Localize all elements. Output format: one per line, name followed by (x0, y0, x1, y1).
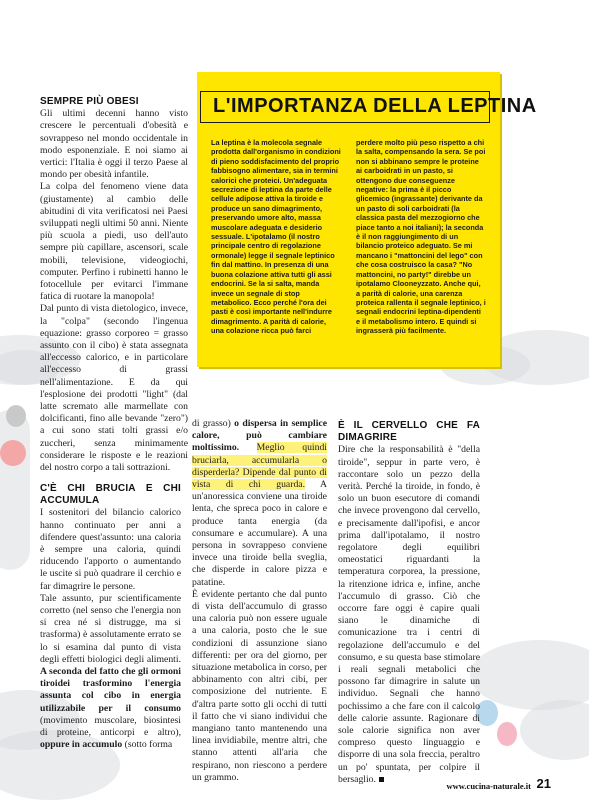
section-heading: È IL CERVELLO CHE FA DIMAGRIRE (338, 420, 480, 444)
left-column (40, 96, 188, 474)
paragraph: La colpa del fenomeno viene data (giustamente) al cambio delle abitudini di vita verificatosi nei Paesi sviluppati negli ultimi 50 anni. Niente più scuola a piedi, uso dell'auto sempre più capillare, ascensori, scale mobili, televisione, videogiochi, computer. Perfino i rubinetti hanno le fotocellule per evitarci l'immane fatica di ruotare la manopola! (40, 181, 188, 303)
paragraph: È evidente pertanto che dal punto di vista dell'accumulo di grasso una caloria può non essere uguale a una caloria, posto che le sue condizioni di assunzione siano differenti: per ora del giorno, per situazione metabolica in corso, per abbinamento con altri cibi, per composizione del nutriente. E d'altra parte sotto gli occhi di tutti il fatto che vi siano individui che mangiano tanto mantenendo una linea invidiabile, mentre altri, che stanno attenti all'aria che respirano, non riescono a perdere un grammo. (192, 588, 327, 783)
paragraph (192, 418, 327, 589)
paragraph-text: (sotto forma (122, 739, 173, 751)
highlighted-text: Meglio quindi bruciarla, accumularla o disperderla? Dipende dal punto di vista di chi guarda. (192, 442, 327, 491)
paragraph-text: A un'anoressica conviene una tiroide lenta, che spreca poco in calore e produce tanta energia (da consumare e accumulare). A una persona in sovrappeso conviene invece una tiroide bella sveglia, che disperde in calore pizza e patatine. (192, 479, 327, 588)
footer-url: www.cucina-naturale.it (446, 781, 531, 791)
balloon-decoration (6, 405, 26, 427)
paragraph (40, 593, 181, 752)
leptina-box-column-2: perdere molto più peso rispetto a chi la salta, compensando la sera. Se poi non si abbinano sempre le proteine ai carboidrati in un pasto, si ottengono due conseguenze negative: la prima è il picco glicemico (ingrassante) derivante da un pasto di soli carboidrati (la classica pasta del mezzogiorno che piace tanto a noi italiani); la seconda è il non raggiungimento di un bilancio proteico adeguato. Se mi mancano i "mattoncini del lego" con che cosa costruisco la casa? "No mattoncini, no party!" direbbe un ipotalamo Clooneyzzato. Anche qui, a parità di calorie, una carenza proteica rallenta il segnale leptinico, i segnali endocrini leptina-dipendenti e il metabolismo intero. E quindi si ingrasserà più facilmente. (356, 138, 486, 336)
paragraph: Dal punto di vista dietologico, invece, la "colpa" (secondo l'ingenua equazione: grasso corporeo = grasso assunto con il cibo) è stata assegnata all'eccesso calorico, e in particolare all'eccesso di grassi nell'alimentazione. E da qui l'esplosione dei prodotti "light" (dal latte scremato alle marmellate con dolcificanti, fino alle bevande "zero") a cui sono stati tolti grassi e/o zuccheri, senza minimamente considerare le risposte e le reazioni del nostro corpo a tali sottrazioni. (40, 303, 188, 474)
end-of-article-mark (379, 777, 384, 782)
paragraph: I sostenitori del bilancio calorico hanno continuato per anni a difendere quest'assunto: una caloria è sempre una caloria, quindi riducendo l'apporto o aumentando le uscite si può quadrare il cerchio e far dimagrire le persone. (40, 507, 181, 592)
bold-text: oppure in accumulo (40, 739, 123, 751)
leptina-box-title: L'IMPORTANZA DELLA LEPTINA (213, 95, 537, 117)
paragraph: Dire che la responsabilità è "della tiroide", seppur in parte vero, è raccontare solo un pezzo della verità. Perché la tiroide, in fondo, è solo un buon esecutore di comandi che invece provengono dal cervello, e precisamente dall'ipofisi, e ancor prima dall'ipotalamo, il nostro regolatore degli equilibri omeostatici riguardanti la temperatura corporea, la pressione, la ritenzione idrica e, infine, anche l'accumulo di grasso. Ciò che occorre fare oggi è capire quali siano le dinamiche di comunicazione tra i centri di regolazione dell'accumulo e del consumo, e su questa base stimolare i reali segnali metabolici che possono far dimagrire in salute un individuo. Segnali che hanno pochissimo a che fare con il calcolo delle calorie assunte. Ragionare di sole calorie significa non aver compreso questo linguaggio e disporre di una sola freccia, peraltro un po' spuntata, per colpire il bersaglio. (338, 444, 480, 785)
page-number: 21 (536, 776, 551, 791)
section-heading: SEMPRE PIÙ OBESI (40, 96, 139, 107)
leptina-box-title-frame (200, 91, 537, 123)
right-column (338, 420, 480, 786)
middle-column (192, 418, 327, 784)
section-heading: C'È CHI BRUCIA E CHI ACCUMULA (40, 483, 181, 507)
balloon-decoration (0, 440, 26, 466)
balloon-decoration (497, 722, 517, 746)
paragraph-text: di grasso) (192, 418, 235, 429)
bold-text: A seconda del fatto che gli ormoni tiroidei trasformino l'energia assunta col cibo in energia utilizzabile per il consumo (40, 666, 181, 714)
cloud-decoration (0, 410, 30, 570)
leptina-box-column-1: La leptina è la molecola segnale prodotta dall'organismo in condizioni di pieno soddisfacimento del proprio fabbisogno alimentare, sia in termini calorici che proteici. Un'adeguata secrezione di leptina da parte delle cellule adipose attiva la tiroide e produce un sano dimagrimento, preservando umore alto, massa muscolare adeguata e desiderio sessuale. L'ipotalamo (il nostro principale centro di regolazione ormonale) legge il segnale leptinico fin dal mattino. In presenza di una buona colazione attiva tutti gli assi endocrini. Se la si salta, manda invece un segnale di stop metabolico. Ecco perché l'ora dei pasti è così importante nell'indurre dimagrimento. A parità di calorie, una colazione ricca può farci (211, 138, 341, 336)
paragraph-text: (movimento muscolare, biosintesi di proteine, anticorpi e altro), (40, 714, 181, 739)
left-column-lower (40, 483, 181, 751)
paragraph-text: Tale assunto, pur scientificamente corretto (nel senso che l'energia non si crea né si distrugge, ma si trasforma) è assolutamente errato se lo si esamina dal punto di vista degli effetti biologici degli alimenti. (40, 592, 181, 665)
paragraph: Gli ultimi decenni hanno visto crescere le percentuali d'obesità e sovrappeso nel mondo occidentale in modo esponenziale. E noi siamo ai vertici: l'Italia è oggi il terzo Paese al mondo per obesità infantile. (40, 108, 188, 181)
bold-text: o dispersa in semplice calore, può cambiare moltissimo. (192, 418, 327, 454)
